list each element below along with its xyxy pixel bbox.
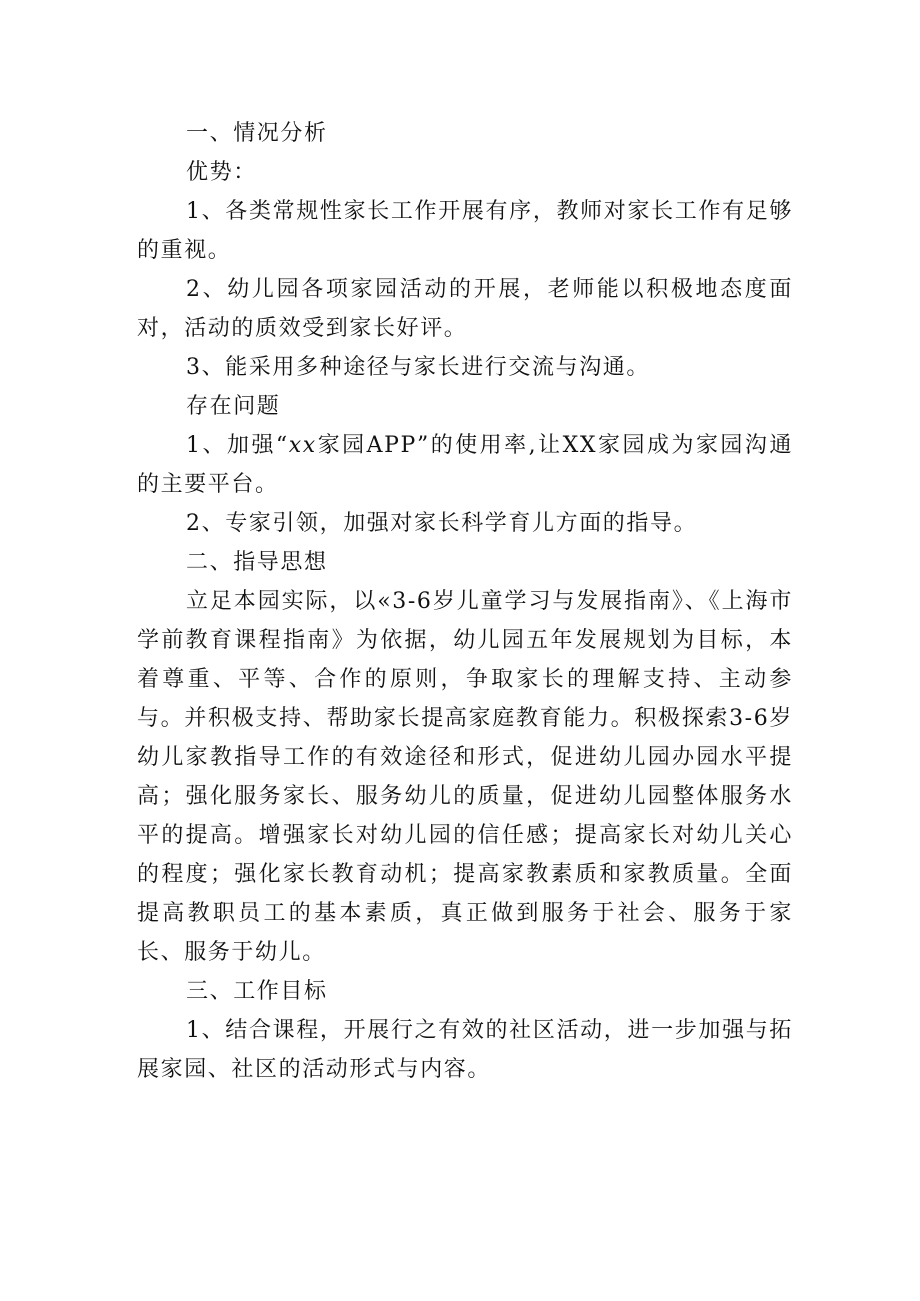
document-body <box>137 114 793 1089</box>
advantage-item-3: 3、能采用多种途径与家长进行交流与沟通。 <box>186 355 650 380</box>
problems-label: 存在问题 <box>186 394 281 419</box>
guiding-paragraph: 立足本园实际，以«3-6岁儿童学习与发展指南》、《上海市学前教育课程指南》为依据，幼儿园五年发展规划为目标，本着尊重、平等、合作的原则，争取家长的理解支持、主动参与。并积极支持、帮助家长提高家庭教育能力。积极探索3-6岁幼儿家教指导工作的有效途径和形式，促进幼儿园办园水平提高；强化服务家长、服务幼儿的质量，促进幼儿园整体服务水平的提高。增强家长对幼儿园的信任感；提高家长对幼儿关心的程度；强化家长教育动机；提高家教素质和家教质量。全面提高教职员工的基本素质，真正做到服务于社会、服务于家长、服务于幼儿。 <box>137 589 793 965</box>
section-heading-analysis: 一、情况分析 <box>186 121 328 146</box>
advantage-item-2: 2、幼儿园各项家园活动的开展，老师能以积极地态度面对，活动的质效受到家长好评。 <box>137 277 793 341</box>
goal-item-1: 1、结合课程，开展行之有效的社区活动，进一步加强与拓展家园、社区的活动形式与内容。 <box>137 1018 793 1082</box>
problem-item-1-app-prefix: xx <box>288 433 317 458</box>
advantage-item-1: 1、各类常规性家长工作开展有序，教师对家长工作有足够的重视。 <box>137 199 793 263</box>
problem-item-2: 2、专家引领，加强对家长科学育儿方面的指导。 <box>186 511 698 536</box>
section-heading-goals: 三、工作目标 <box>186 979 328 1004</box>
problem-item-1-suffix: 家园APP”的使用率,让XX家园成为家园沟通的主要平台。 <box>137 433 794 497</box>
problem-item-1-prefix: 1、加强“ <box>186 433 289 458</box>
advantages-label: 优势： <box>186 160 257 185</box>
section-heading-guiding: 二、指导思想 <box>186 550 328 575</box>
problem-item-1 <box>137 426 793 504</box>
